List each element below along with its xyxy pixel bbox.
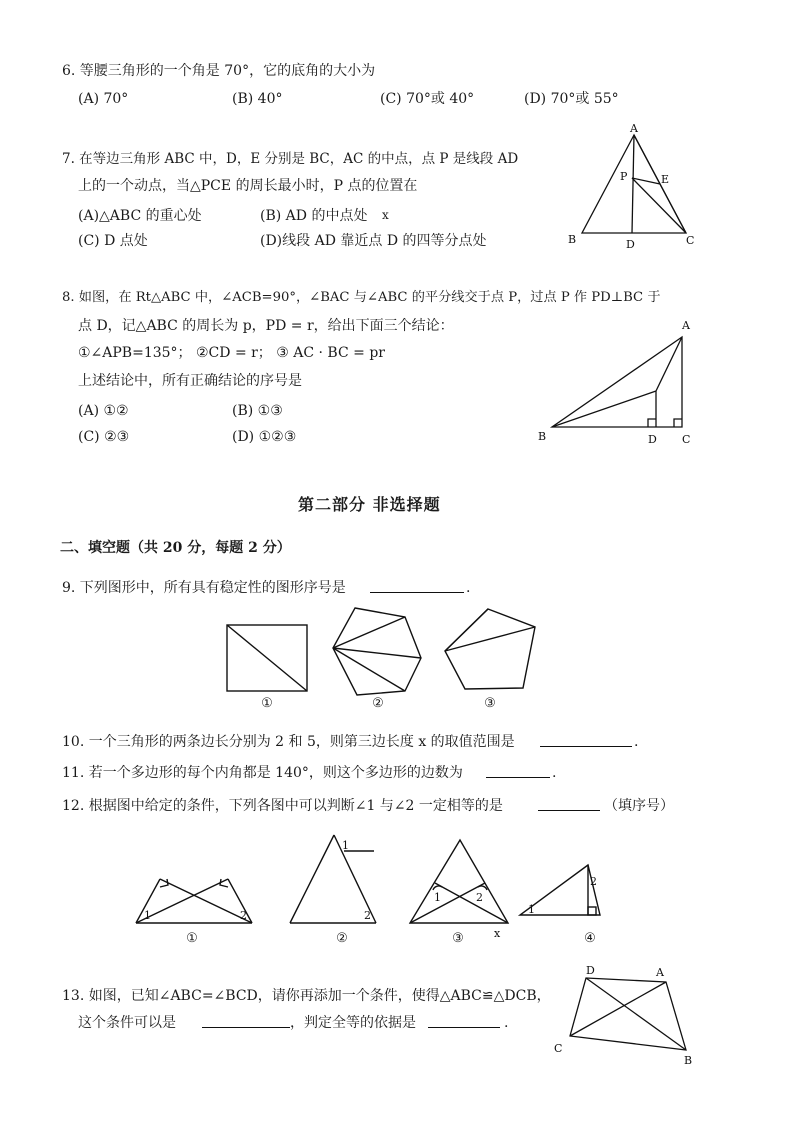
q9-fig-num-1: ①: [261, 696, 273, 711]
q7-option-a: (A)△ABC 的重心处: [78, 208, 202, 224]
q13-basis-blank[interactable]: [428, 1027, 500, 1028]
q8-label-b: B: [538, 430, 547, 443]
q11-stem: 11. 若一个多边形的每个内角都是 140°，则这个多边形的边数为: [62, 765, 463, 781]
q13-condition-blank[interactable]: [202, 1027, 290, 1028]
q10-answer-blank[interactable]: [540, 746, 632, 747]
q7-option-c: (C) D 点处: [78, 233, 148, 249]
q9-fig-num-2: ②: [372, 696, 384, 711]
q12-fig3-angle-2: 2: [476, 891, 483, 904]
q9-stem: 9. 下列图形中，所有具有稳定性的图形序号是: [62, 580, 346, 596]
q12-fig4-angle-2: 2: [590, 875, 597, 888]
q6-option-a: (A) 70°: [78, 91, 129, 107]
q13-label-a: A: [656, 966, 664, 979]
q8-stem-line1: 8. 如图，在 Rt△ABC 中，∠ACB=90°，∠BAC 与∠ABC 的平分线交于点 P，过点 P 作 PD⊥BC 于: [62, 290, 661, 305]
q12-fig1-angle-1: 1: [144, 909, 151, 922]
q9-end: .: [466, 580, 471, 596]
q9-fig-num-3: ③: [484, 696, 496, 711]
q8-option-a: (A) ①②: [78, 403, 129, 419]
q8-stem-line4: 上述结论中，所有正确结论的序号是: [78, 373, 302, 389]
q13-label-c: C: [554, 1042, 563, 1055]
q7-figure: [562, 120, 712, 255]
q11-end: .: [552, 765, 557, 781]
q12-mark: x: [494, 927, 501, 940]
q12-fig-num-1: ①: [186, 931, 198, 946]
q13-label-b: B: [684, 1054, 693, 1067]
q8-option-c: (C) ②③: [78, 429, 130, 445]
q8-option-b: (B) ①③: [232, 403, 283, 419]
q7-label-c: C: [686, 234, 695, 247]
q12-fig-num-3: ③: [452, 931, 464, 946]
q8-option-d: (D) ①②③: [232, 429, 297, 445]
q13-stem-line2b: ，判定全等的依据是: [290, 1015, 416, 1031]
q8-label-d: D: [648, 433, 657, 446]
q12-stem: 12. 根据图中给定的条件，下列各图中可以判断∠1 与∠2 一定相等的是: [62, 798, 503, 814]
q7-option-b: (B) AD 的中点处: [260, 208, 368, 224]
q7-option-d: (D)线段 AD 靠近点 D 的四等分点处: [260, 233, 487, 249]
q12-fig-num-4: ④: [584, 931, 596, 946]
q12-figures: [130, 835, 620, 940]
q12-fig4-angle-1: 1: [528, 903, 535, 916]
q12-fig3-angle-1: 1: [434, 891, 441, 904]
q7-label-a: A: [630, 122, 638, 135]
q12-fig-num-2: ②: [336, 931, 348, 946]
q10-end: .: [634, 734, 639, 750]
q6-option-d: (D) 70°或 55°: [524, 91, 619, 107]
q8-figure: [536, 315, 706, 450]
q9-answer-blank[interactable]: [370, 592, 464, 593]
q6-option-b: (B) 40°: [232, 91, 283, 107]
q13-figure: [548, 960, 708, 1065]
q7-mark: x: [382, 208, 389, 222]
q12-fig1-angle-2: 2: [240, 909, 247, 922]
q12-answer-blank[interactable]: [538, 810, 600, 811]
q7-label-d: D: [626, 238, 635, 251]
q7-label-p: P: [620, 170, 628, 183]
q12-fig2-angle-1: 1: [342, 839, 349, 852]
q8-stem-line2: 点 D，记△ABC 的周长为 p，PD = r，给出下面三个结论：: [78, 318, 454, 334]
q13-end: .: [504, 1015, 509, 1031]
q8-label-c: C: [682, 433, 691, 446]
q12-tail: （填序号）: [604, 798, 674, 814]
q7-label-e: E: [661, 173, 670, 186]
section-title: 二、填空题（共 20 分，每题 2 分）: [60, 540, 291, 556]
q13-label-d: D: [586, 964, 595, 977]
q13-stem-line1: 13. 如图，已知∠ABC=∠BCD，请你再添加一个条件，使得△ABC≌△DCB，: [62, 988, 551, 1004]
q9-figures: [225, 603, 545, 698]
q10-stem: 10. 一个三角形的两条边长分别为 2 和 5，则第三边长度 x 的取值范围是: [62, 734, 515, 750]
q6-stem: 6. 等腰三角形的一个角是 70°，它的底角的大小为: [62, 63, 376, 79]
q7-stem-line1: 7. 在等边三角形 ABC 中，D，E 分别是 BC，AC 的中点，点 P 是线段 AD: [62, 151, 519, 167]
q7-label-b: B: [568, 233, 577, 246]
q11-answer-blank[interactable]: [486, 777, 550, 778]
part2-title: 第二部分 非选择题: [298, 495, 441, 514]
q8-stem-line3: ①∠APB=135°； ②CD = r； ③ AC · BC = pr: [78, 345, 385, 361]
q12-fig2-angle-2: 2: [364, 909, 371, 922]
q7-stem-line2: 上的一个动点，当△PCE 的周长最小时，P 点的位置在: [78, 178, 418, 194]
q6-option-c: (C) 70°或 40°: [380, 91, 475, 107]
q8-label-a: A: [682, 319, 690, 332]
q13-stem-line2a: 这个条件可以是: [78, 1015, 176, 1031]
